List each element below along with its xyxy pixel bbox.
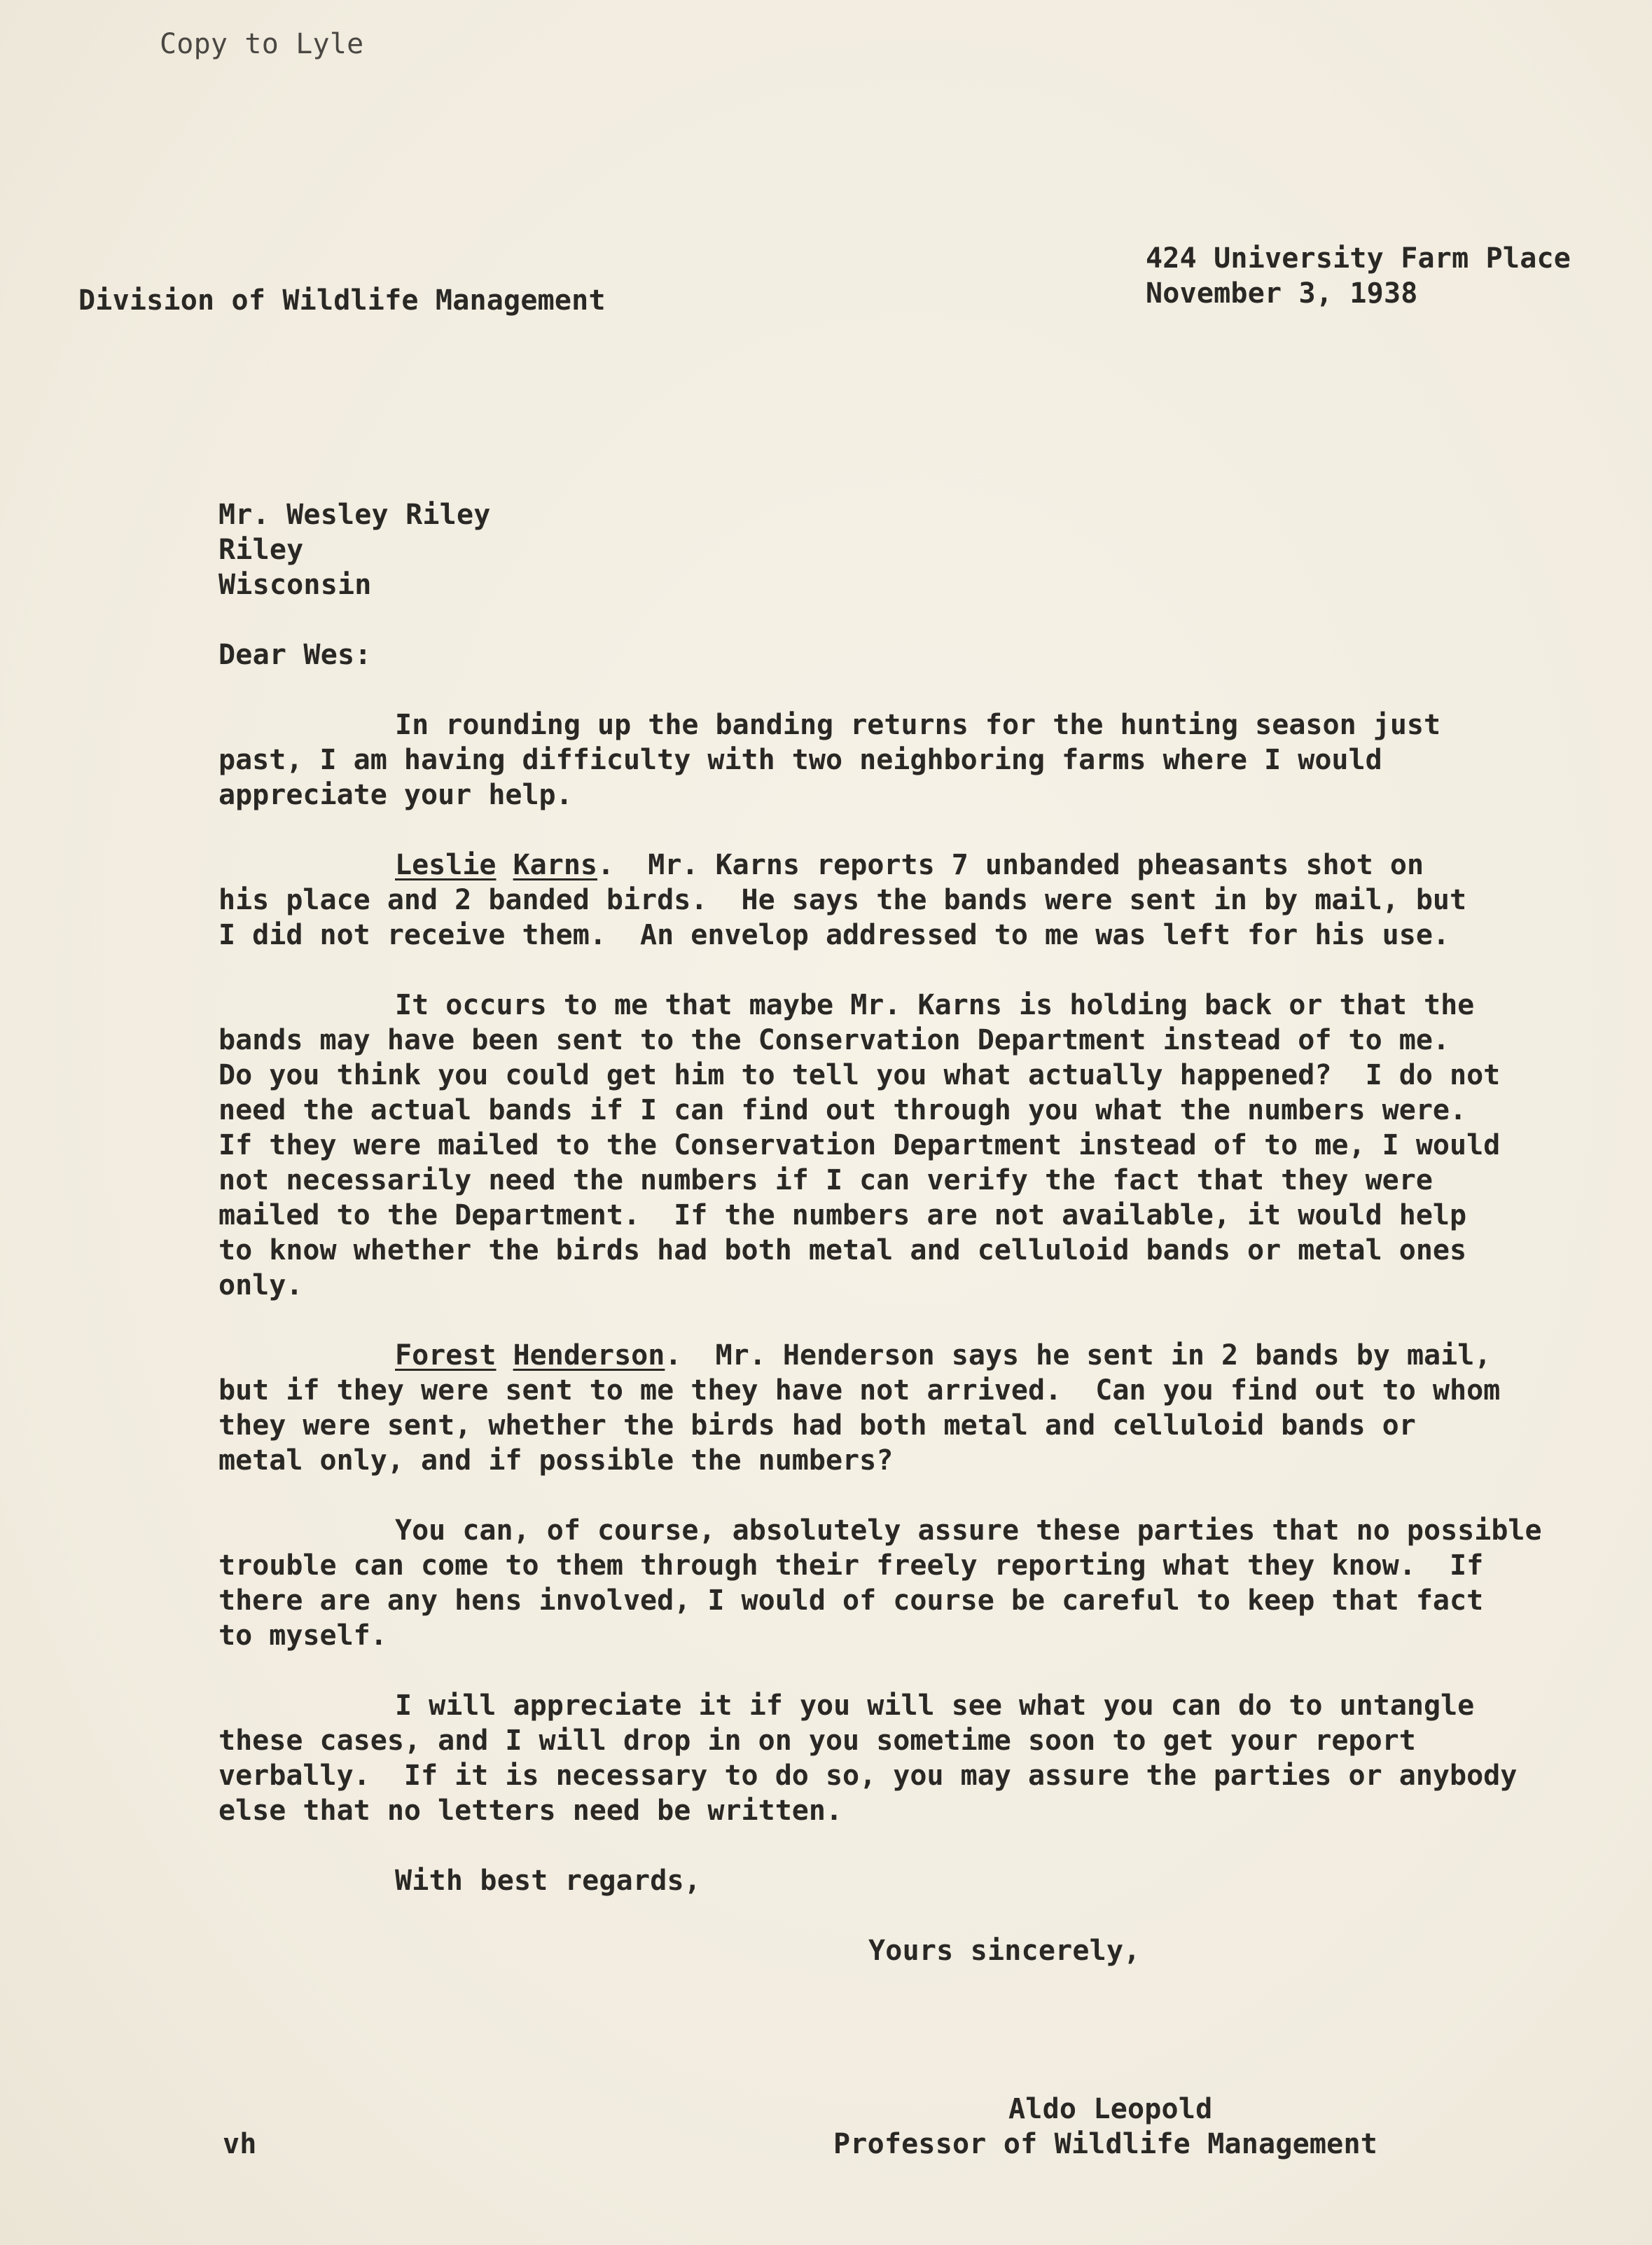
paragraph-line: to know whether the birds had both metal and celluloid bands or metal ones	[218, 1234, 1467, 1266]
paragraph-line: I will appreciate it if you will see what you can do to untangle	[395, 1690, 1475, 1722]
paragraph-line: not necessarily need the numbers if I can verify the fact that they were	[218, 1164, 1433, 1196]
paragraph-line: metal only, and if possible the numbers?	[218, 1444, 894, 1477]
paragraph-line: only.	[218, 1269, 303, 1301]
division-name: Division of Wildlife Management	[78, 284, 606, 317]
paragraph-assure	[218, 1513, 1542, 1653]
paragraph-line: there are any hens involved, I would of course be careful to keep that fact	[218, 1584, 1484, 1617]
paragraph-line: You can, of course, absolutely assure these parties that no possible	[395, 1514, 1542, 1547]
letter-date: November 3, 1938	[1146, 277, 1418, 310]
paragraph-line: mailed to the Department. If the numbers are not available, it would help	[218, 1199, 1467, 1231]
recipient-town: Riley	[218, 534, 304, 566]
paragraph-line: past, I am having difficulty with two neighboring farms where I would	[218, 744, 1382, 776]
paragraph-line: In rounding up the banding returns for the hunting season just	[395, 709, 1441, 741]
paragraph-line: appreciate your help.	[218, 779, 573, 811]
paragraph-occurs	[218, 988, 1500, 1303]
paragraph-line: these cases, and I will drop in on you sometime soon to get your report	[218, 1725, 1416, 1757]
paragraph-line: else that no letters need be written.	[218, 1795, 843, 1827]
paragraph-closing	[218, 1688, 1517, 1828]
henderson-first-name: Forest	[395, 1339, 497, 1372]
paragraph-line: they were sent, whether the birds had both metal and celluloid bands or	[218, 1409, 1416, 1442]
paragraph-henderson	[218, 1338, 1500, 1478]
paragraph-line: verbally. If it is necessary to do so, you may assure the parties or anybody	[218, 1760, 1518, 1792]
signer-name: Aldo Leopold	[1008, 2093, 1213, 2125]
karns-lead: . Mr. Karns reports 7 unbanded pheasants shot on	[597, 849, 1424, 881]
karns-last-name: Karns	[513, 849, 598, 881]
paragraph-line: need the actual bands if I can find out through you what the numbers were.	[218, 1094, 1467, 1126]
signer-title: Professor of Wildlife Management	[833, 2128, 1378, 2160]
recipient-name: Mr. Wesley Riley	[218, 499, 491, 531]
paragraph-line: his place and 2 banded birds. He says the bands were sent in by mail, but	[218, 884, 1467, 916]
copy-note: Copy to Lyle	[160, 28, 364, 60]
paragraph-intro	[218, 707, 1441, 813]
paragraph-line: bands may have been sent to the Conservation Department instead of to me.	[218, 1024, 1450, 1056]
henderson-lead: . Mr. Henderson says he sent in 2 bands by mail,	[665, 1339, 1492, 1372]
recipient-state: Wisconsin	[218, 569, 372, 601]
paragraph-karns	[218, 848, 1466, 953]
paragraph-line: It occurs to me that maybe Mr. Karns is holding back or that the	[395, 989, 1475, 1021]
paragraph-line: trouble can come to them through their freely reporting what they know. If	[218, 1549, 1484, 1582]
paragraph-line: but if they were sent to me they have not arrived. Can you find out to whom	[218, 1374, 1501, 1407]
paragraph-line: I did not receive them. An envelop addressed to me was left for his use.	[218, 919, 1450, 951]
regards: With best regards,	[395, 1865, 702, 1897]
sign-off: Yours sincerely,	[868, 1935, 1141, 1967]
paragraph-line: If they were mailed to the Conservation Department instead of to me, I would	[218, 1129, 1501, 1161]
paragraph-line: to myself.	[218, 1619, 387, 1652]
typist-initials: vh	[223, 2128, 257, 2160]
sender-address: 424 University Farm Place	[1146, 242, 1571, 275]
paragraph-line: Do you think you could get him to tell you what actually happened? I do not	[218, 1059, 1501, 1091]
karns-first-name: Leslie	[395, 849, 497, 881]
salutation: Dear Wes:	[218, 639, 372, 671]
henderson-last-name: Henderson	[513, 1339, 665, 1372]
